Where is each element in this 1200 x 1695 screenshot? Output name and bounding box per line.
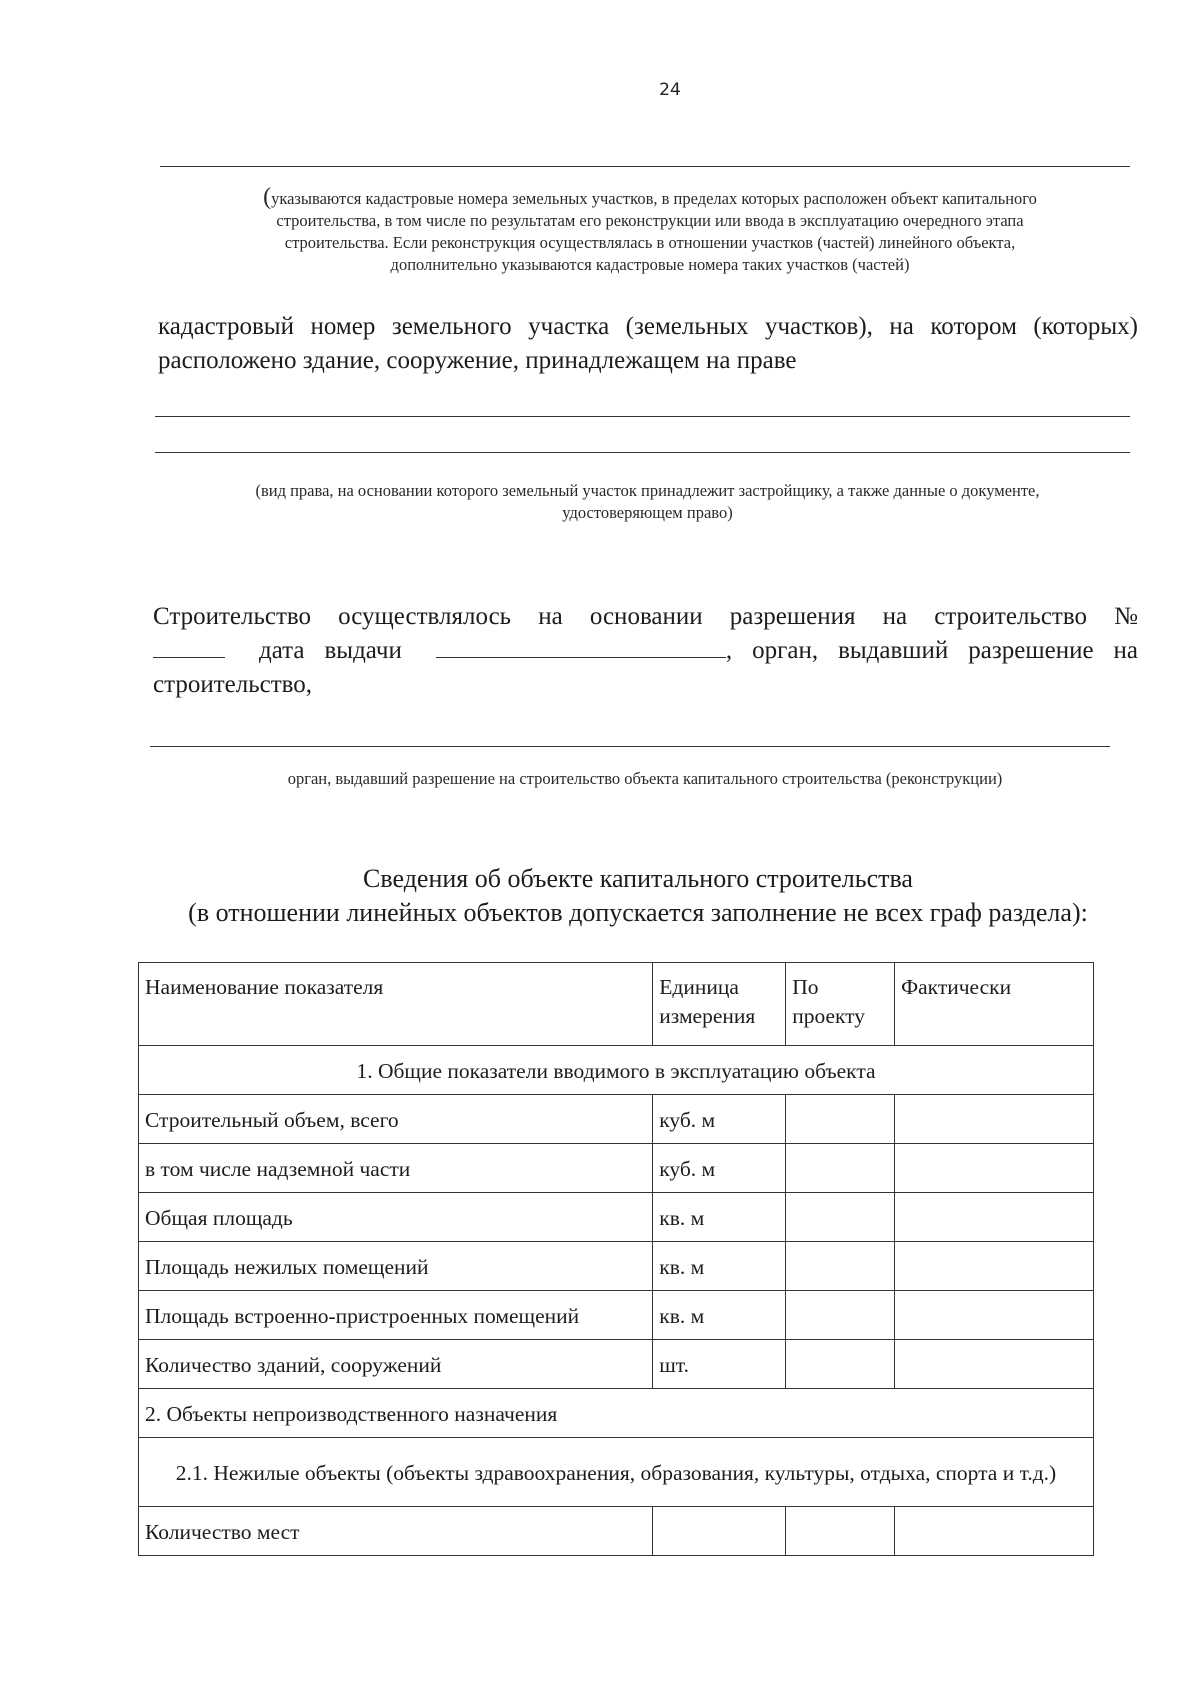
permit-line-1 [153,600,1138,634]
row-unit: кв. м [653,1193,786,1242]
row-actual-cell[interactable] [895,1242,1094,1291]
cadastral-caption-line-3: строительства. Если реконструкция осуществлялась в отношении участков (частей) линейного объекта, [284,233,1016,252]
section-header [138,862,1138,930]
permit-text-start: Строительство осуществлялось на основании разрешения на строительство № [153,603,1138,630]
permit-line-2 [153,634,1138,668]
row-unit: куб. м [653,1144,786,1193]
cadastral-caption-line-1: (указываются кадастровые номера земельных участков, в пределах которых расположен объект капитального [263,184,1037,210]
table-group-row [139,1389,1094,1438]
table-group-row [139,1046,1094,1095]
table-row [139,1340,1094,1389]
land-right-text: кадастровый номер земельного участка (земельных участков), на котором (которых) расположено здание, сооружение, принадлежащем на праве [158,313,1138,374]
table-row [139,1193,1094,1242]
page-number: 24 [659,80,681,100]
permit-text-end: строительство, [153,671,313,698]
table-row [139,1507,1094,1556]
row-name: Площадь нежилых помещений [139,1242,653,1291]
table-row [139,1291,1094,1340]
permit-issuer-line[interactable] [150,746,1110,747]
group-1-title: 1. Общие показатели вводимого в эксплуатацию объекта [139,1046,1094,1095]
section-subtitle: (в отношении линейных объектов допускается заполнение не всех граф раздела): [188,898,1088,927]
row-project-cell[interactable] [786,1340,895,1389]
row-name: Площадь встроенно-пристроенных помещений [139,1291,653,1340]
land-right-line-2 [155,452,1130,453]
cadastral-caption [170,186,1130,276]
row-unit: кв. м [653,1242,786,1291]
row-unit [653,1507,786,1556]
header-project: По проекту [786,963,895,1046]
row-actual-cell[interactable] [895,1193,1094,1242]
permit-date-field[interactable] [436,635,726,658]
group-2-title: 2. Объекты непроизводственного назначения [139,1389,1094,1438]
row-unit: шт. [653,1340,786,1389]
permit-issuer-caption: орган, выдавший разрешение на строительство объекта капитального строительства (реконструкции) [287,769,1003,788]
header-unit: Единица измерения [653,963,786,1046]
row-actual-cell[interactable] [895,1291,1094,1340]
cadastral-caption-line-4: дополнительно указываются кадастровые номера таких участков (частей) [390,255,910,274]
permit-issuer-label: , орган, выдавший разрешение на [725,637,1139,664]
row-project-cell[interactable] [786,1507,895,1556]
row-name: Строительный объем, всего [139,1095,653,1144]
header-actual: Фактически [895,963,1094,1046]
row-actual-cell[interactable] [895,1340,1094,1389]
permit-paragraph [153,600,1138,702]
row-actual-cell[interactable] [895,1095,1094,1144]
table-row [139,1144,1094,1193]
row-actual-cell[interactable] [895,1144,1094,1193]
row-project-cell[interactable] [786,1095,895,1144]
table-row [139,1242,1094,1291]
row-project-cell[interactable] [786,1291,895,1340]
permit-number-field[interactable] [153,635,225,658]
header-name: Наименование показателя [139,963,653,1046]
row-project-cell[interactable] [786,1242,895,1291]
land-right-caption [160,480,1135,524]
row-name: Количество мест [139,1507,653,1556]
row-name: в том числе надземной части [139,1144,653,1193]
table-group-row [139,1438,1094,1507]
group-2-1-title: 2.1. Нежилые объекты (объекты здравоохранения, образования, культуры, отдыха, спорта и т.д.) [139,1438,1094,1507]
row-name: Количество зданий, сооружений [139,1340,653,1389]
cadastral-caption-paren: ( [263,184,272,210]
section-title: Сведения об объекте капитального строительства [363,864,913,893]
cadastral-numbers-line [160,166,1130,167]
row-project-cell[interactable] [786,1144,895,1193]
row-name: Общая площадь [139,1193,653,1242]
row-unit: кв. м [653,1291,786,1340]
land-right-caption-line-1: (вид права, на основании которого земельный участок принадлежит застройщику, а также данные о документе, [255,481,1040,500]
row-project-cell[interactable] [786,1193,895,1242]
cadastral-caption-line-2: строительства, в том числе по результатам его реконструкции или ввода в эксплуатацию очередного этапа [276,211,1024,230]
table-header-row [139,963,1094,1046]
permit-date-label: дата выдачи [259,637,402,664]
land-right-caption-line-2: удостоверяющем право) [562,503,733,522]
table-row [139,1095,1094,1144]
row-unit: куб. м [653,1095,786,1144]
land-right-line-1 [155,416,1130,417]
row-actual-cell[interactable] [895,1507,1094,1556]
indicators-table [138,962,1094,1556]
